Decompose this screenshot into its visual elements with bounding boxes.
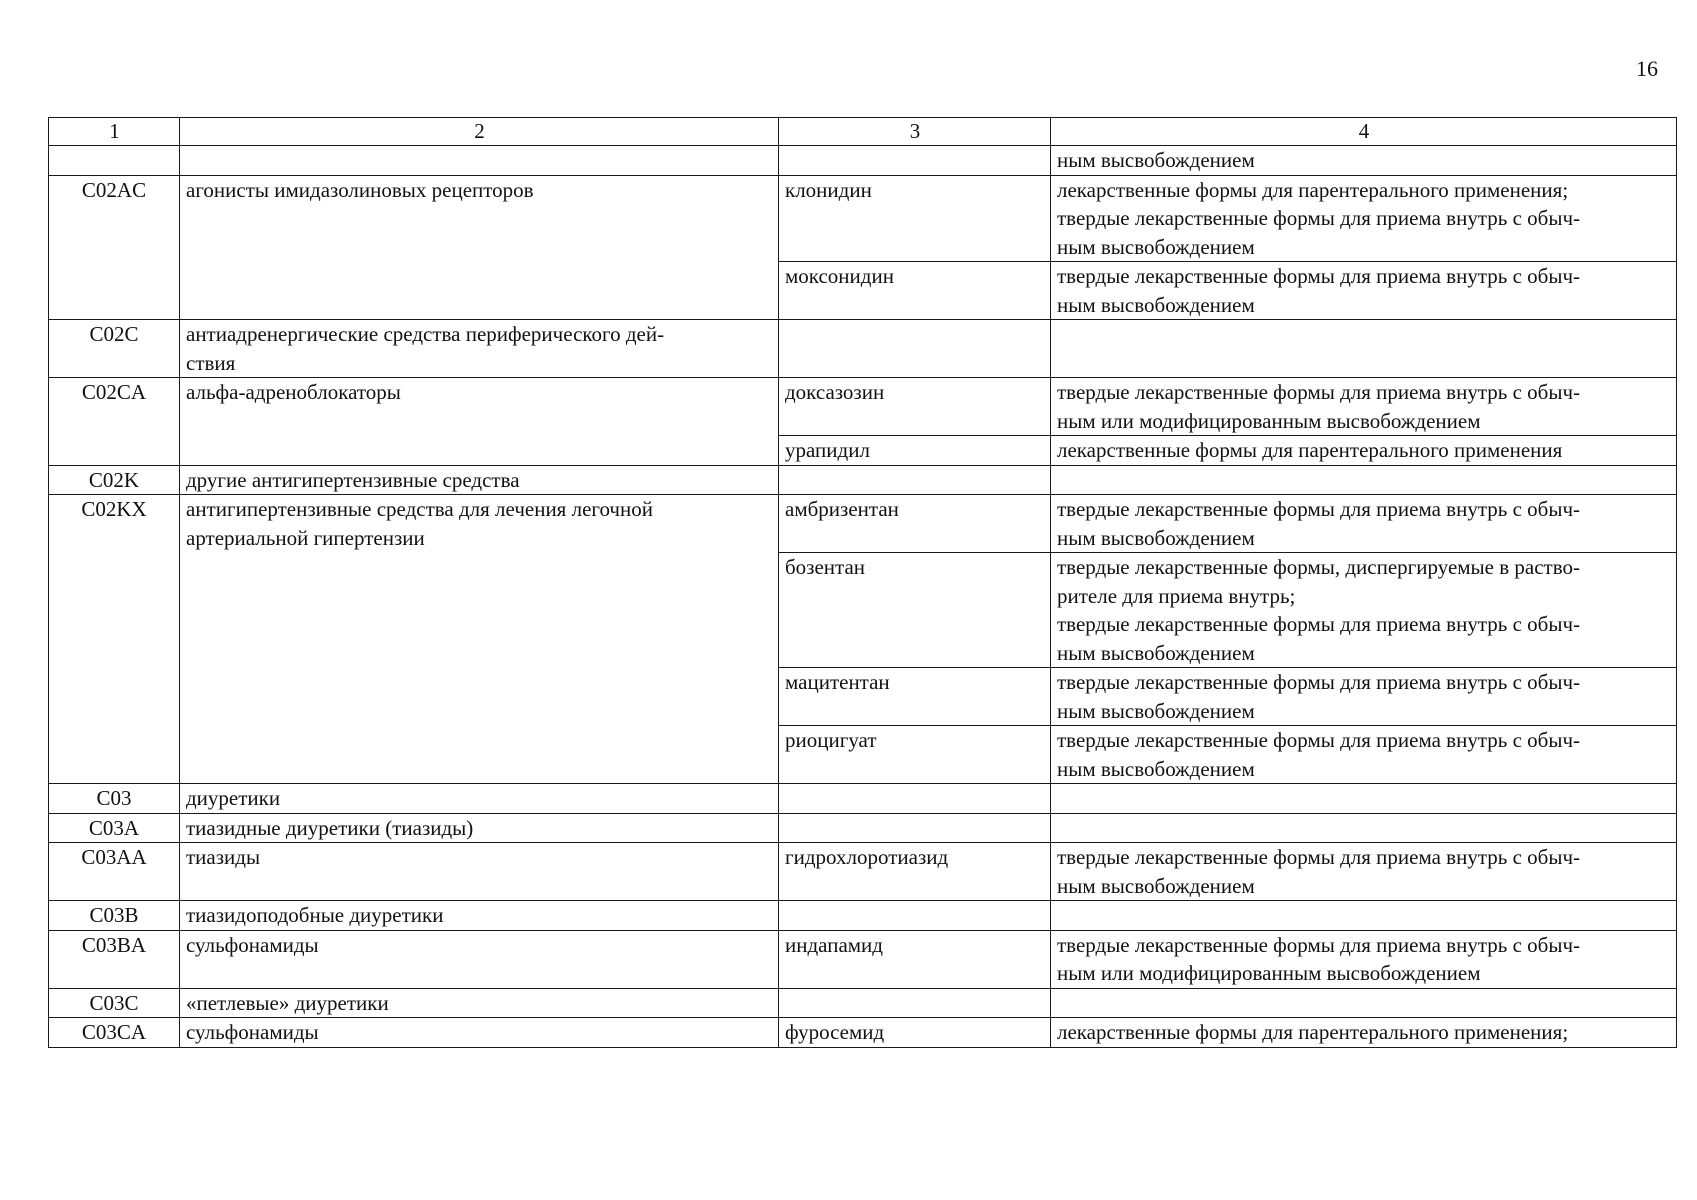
dosage-form-line: твердые лекарственные формы для приема внутрь с обыч- xyxy=(1057,264,1581,288)
drug-name-cell: индапамид xyxy=(779,930,1051,988)
dosage-form-line: ным или модифицированным высвобождением xyxy=(1057,961,1481,985)
dosage-forms-cell xyxy=(1051,465,1677,495)
dosage-forms-cell xyxy=(1051,262,1677,320)
group-name-cell xyxy=(180,495,779,784)
group-name-line: тиазиды xyxy=(186,845,261,869)
table-row xyxy=(49,495,1677,553)
dosage-form-line: ным высвобождением xyxy=(1057,873,1255,898)
group-name-line: антигипертензивные средства для лечения легочной xyxy=(186,497,653,521)
atc-code-cell: C03B xyxy=(49,901,180,931)
drug-name-cell: амбризентан xyxy=(779,495,1051,553)
group-name-line: ствия xyxy=(186,350,236,375)
dosage-form-line: твердые лекарственные формы для приема внутрь с обыч- xyxy=(1057,206,1581,230)
group-name-cell xyxy=(180,146,779,176)
dosage-form-line: ным высвобождением xyxy=(1057,148,1255,172)
table-row xyxy=(49,901,1677,931)
group-name-cell xyxy=(180,320,779,378)
drug-name-cell xyxy=(779,784,1051,814)
dosage-forms-cell xyxy=(1051,320,1677,378)
dosage-form-line: твердые лекарственные формы для приема внутрь с обыч- xyxy=(1057,932,1581,957)
group-name-cell xyxy=(180,378,779,466)
dosage-form-line: ным или модифицированным высвобождением xyxy=(1057,408,1481,433)
dosage-form-line: ным высвобождением xyxy=(1057,234,1255,259)
group-name-cell xyxy=(180,901,779,931)
group-name-line: тиазидоподобные диуретики xyxy=(186,903,444,927)
group-name-cell xyxy=(180,1018,779,1048)
atc-code-cell: C03C xyxy=(49,988,180,1018)
drug-name-cell: моксонидин xyxy=(779,262,1051,320)
dosage-form-line: ным высвобождением xyxy=(1057,698,1255,723)
drug-classification-table xyxy=(48,117,1677,1048)
dosage-form-line: ным высвобождением xyxy=(1057,525,1255,550)
dosage-forms-cell xyxy=(1051,668,1677,726)
dosage-form-line: рителе для приема внутрь; xyxy=(1057,583,1296,608)
dosage-form-line: лекарственные формы для парентерального применения xyxy=(1057,438,1563,462)
group-name-cell xyxy=(180,784,779,814)
group-name-line: сульфонамиды xyxy=(186,932,319,957)
table-row xyxy=(49,843,1677,901)
drug-name-cell: риоцигуат xyxy=(779,726,1051,784)
column-header-4: 4 xyxy=(1051,118,1677,146)
group-name-cell xyxy=(180,843,779,901)
drug-name-cell: мацитентан xyxy=(779,668,1051,726)
table-row xyxy=(49,930,1677,988)
group-name-line: «петлевые» диуретики xyxy=(186,990,389,1015)
drug-name-cell xyxy=(779,813,1051,843)
dosage-forms-cell xyxy=(1051,930,1677,988)
table-header-row xyxy=(49,118,1677,146)
table-row xyxy=(49,146,1677,176)
atc-code-cell: C02KX xyxy=(49,495,180,784)
dosage-forms-cell xyxy=(1051,495,1677,553)
group-name-cell xyxy=(180,813,779,843)
group-name-line: тиазидные диуретики (тиазиды) xyxy=(186,815,474,840)
dosage-forms-cell xyxy=(1051,378,1677,436)
table-row xyxy=(49,320,1677,378)
atc-code-cell: C03A xyxy=(49,813,180,843)
table-row xyxy=(49,988,1677,1018)
drug-name-cell: доксазозин xyxy=(779,378,1051,436)
dosage-form-line: твердые лекарственные формы для приема внутрь с обыч- xyxy=(1057,728,1581,752)
group-name-line: альфа-адреноблокаторы xyxy=(186,380,401,404)
atc-code-cell: C02K xyxy=(49,465,180,495)
dosage-form-line: твердые лекарственные формы, диспергируемые в раство- xyxy=(1057,555,1580,579)
drug-name-cell xyxy=(779,320,1051,378)
group-name-line: сульфонамиды xyxy=(186,1020,319,1044)
drug-name-cell: гидрохлоротиазид xyxy=(779,843,1051,901)
group-name-line: агонисты имидазолиновых рецепторов xyxy=(186,177,534,202)
table-row xyxy=(49,175,1677,262)
atc-code-cell: C03AA xyxy=(49,843,180,901)
dosage-form-line: ным высвобождением xyxy=(1057,640,1255,665)
dosage-form-line: лекарственные формы для парентерального применения; xyxy=(1057,1020,1569,1044)
dosage-forms-cell xyxy=(1051,1018,1677,1048)
page-number: 16 xyxy=(1636,56,1658,81)
dosage-forms-cell xyxy=(1051,843,1677,901)
drug-name-cell: фуросемид xyxy=(779,1018,1051,1048)
atc-code-cell: C02AC xyxy=(49,175,180,320)
table-row xyxy=(49,378,1677,436)
dosage-form-line: твердые лекарственные формы для приема внутрь с обыч- xyxy=(1057,380,1581,404)
dosage-forms-cell xyxy=(1051,988,1677,1018)
dosage-forms-cell xyxy=(1051,813,1677,843)
dosage-form-line: лекарственные формы для парентерального применения; xyxy=(1057,177,1569,202)
group-name-line: другие антигипертензивные средства xyxy=(186,467,520,492)
atc-code-cell: C02CA xyxy=(49,378,180,466)
column-header-2: 2 xyxy=(180,118,779,146)
table-row xyxy=(49,465,1677,495)
atc-code-cell: C02C xyxy=(49,320,180,378)
drug-name-cell xyxy=(779,146,1051,176)
dosage-forms-cell xyxy=(1051,901,1677,931)
dosage-forms-cell xyxy=(1051,784,1677,814)
drug-name-cell xyxy=(779,988,1051,1018)
table-body xyxy=(49,118,1677,1048)
drug-name-cell xyxy=(779,901,1051,931)
atc-code-cell: C03CA xyxy=(49,1018,180,1048)
group-name-cell xyxy=(180,465,779,495)
dosage-form-line: твердые лекарственные формы для приема внутрь с обыч- xyxy=(1057,670,1581,694)
group-name-cell xyxy=(180,988,779,1018)
dosage-form-line: ным высвобождением xyxy=(1057,292,1255,317)
drug-name-cell xyxy=(779,465,1051,495)
dosage-form-line: твердые лекарственные формы для приема внутрь с обыч- xyxy=(1057,497,1581,521)
dosage-forms-cell xyxy=(1051,175,1677,262)
dosage-forms-cell xyxy=(1051,553,1677,668)
dosage-form-line: ным высвобождением xyxy=(1057,756,1255,781)
dosage-form-line: твердые лекарственные формы для приема внутрь с обыч- xyxy=(1057,612,1581,636)
group-name-line: антиадренергические средства периферического дей- xyxy=(186,322,665,346)
drug-name-cell: бозентан xyxy=(779,553,1051,668)
group-name-cell xyxy=(180,930,779,988)
dosage-forms-cell xyxy=(1051,146,1677,176)
table-row xyxy=(49,1018,1677,1048)
group-name-cell xyxy=(180,175,779,320)
drug-name-cell: урапидил xyxy=(779,436,1051,466)
group-name-line: артериальной гипертензии xyxy=(186,525,425,550)
group-name-line: диуретики xyxy=(186,786,281,810)
column-header-3: 3 xyxy=(779,118,1051,146)
atc-code-cell: C03 xyxy=(49,784,180,814)
drug-name-cell: клонидин xyxy=(779,175,1051,262)
atc-code-cell xyxy=(49,146,180,176)
atc-code-cell: C03BA xyxy=(49,930,180,988)
table-row xyxy=(49,813,1677,843)
column-header-1: 1 xyxy=(49,118,180,146)
dosage-form-line: твердые лекарственные формы для приема внутрь с обыч- xyxy=(1057,845,1581,869)
dosage-forms-cell xyxy=(1051,726,1677,784)
dosage-forms-cell xyxy=(1051,436,1677,466)
table-row xyxy=(49,784,1677,814)
